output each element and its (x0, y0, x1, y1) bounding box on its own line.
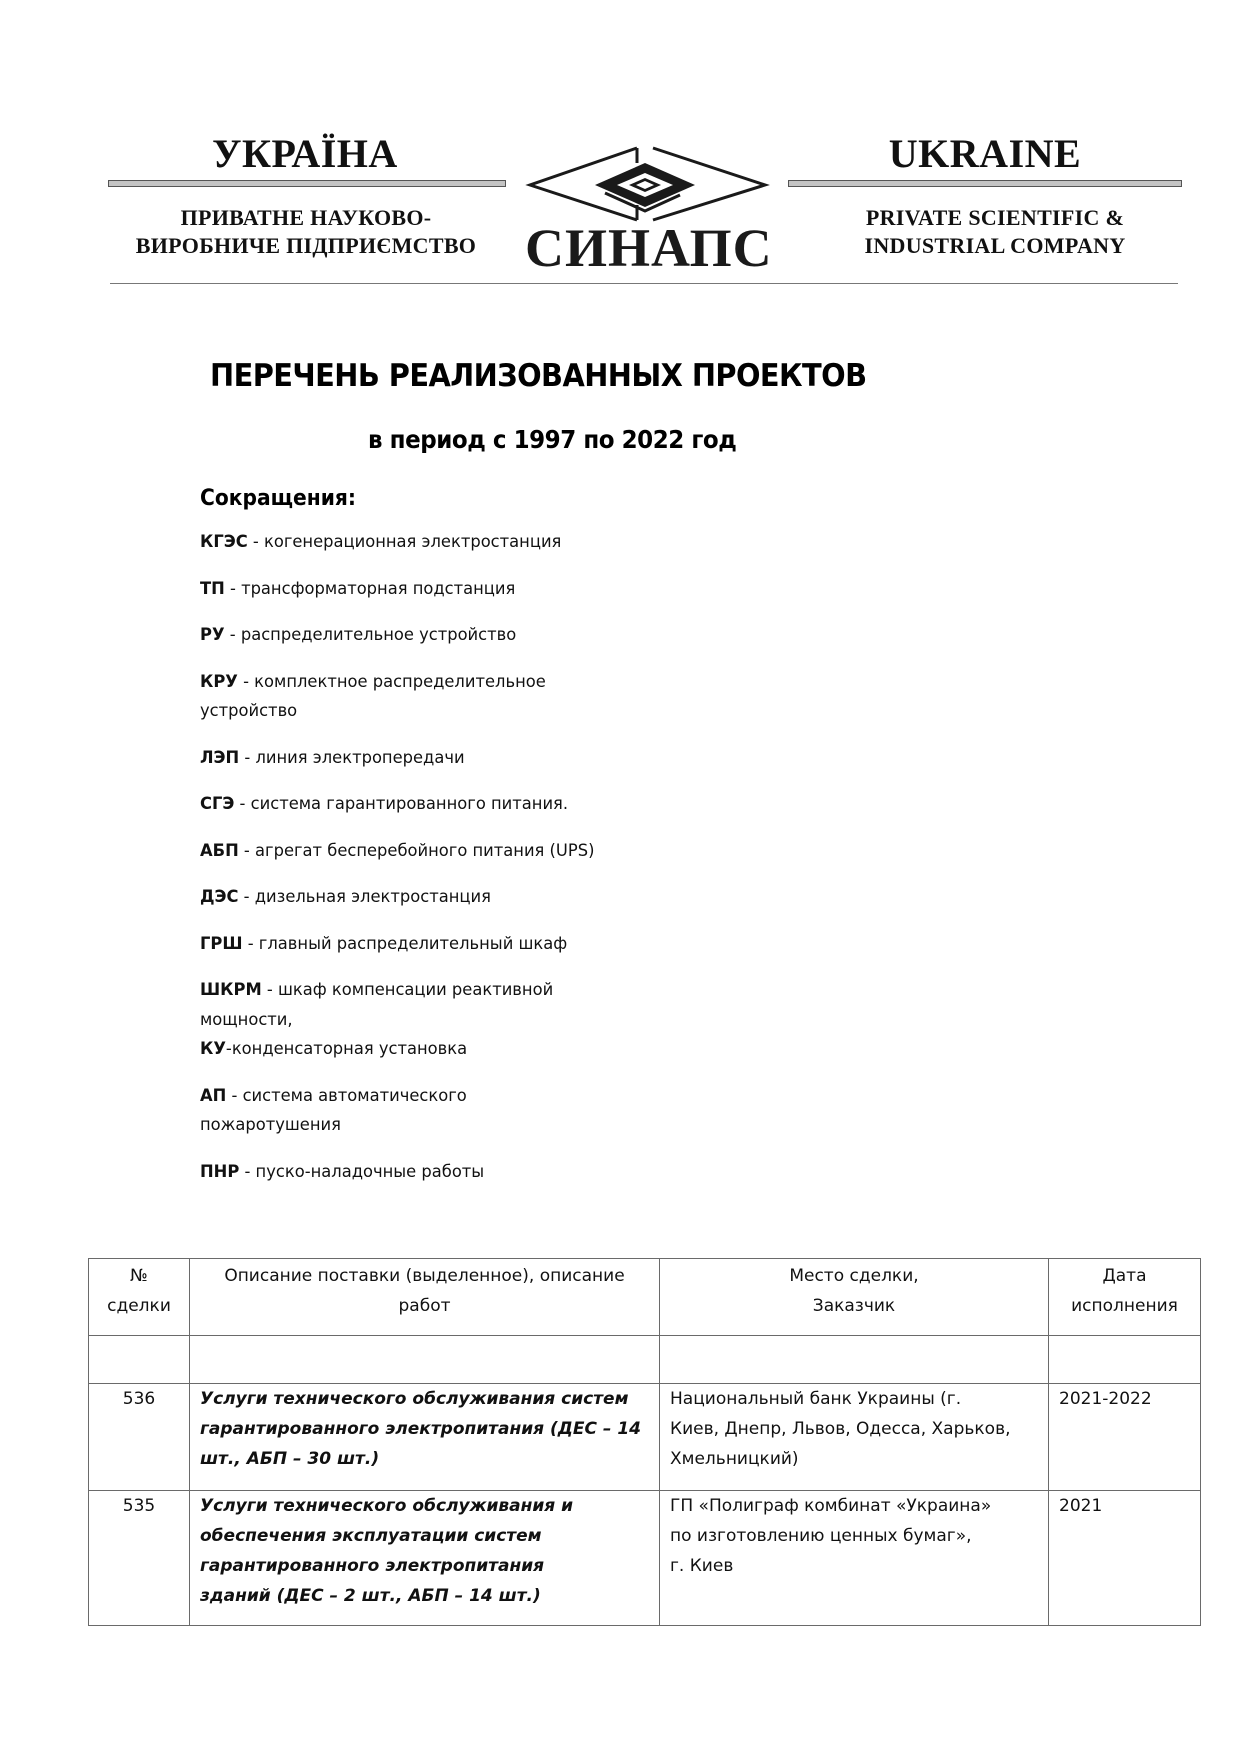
abbr-sep: - (224, 578, 242, 599)
table-row (89, 1491, 1201, 1626)
deal-description: Услуги технического обслуживания систем гарантированного электропитания (ДЕС – 14 шт., АБП – 30 шт.) (190, 1384, 660, 1491)
deal-date: 2021 (1049, 1491, 1201, 1626)
deal-number: 536 (89, 1384, 190, 1491)
place-text: Киев, Днепр, Львов, Одесса, Харьков, (670, 1419, 1011, 1439)
abbr-text: система гарантированного питания. (250, 794, 569, 814)
abbr-code: ТП (200, 578, 225, 599)
abbr-sep: - (239, 1161, 256, 1182)
abbr-text: пуско-наладочные работы (255, 1161, 485, 1182)
company-type-ua (108, 204, 504, 260)
abbr-item (200, 837, 651, 867)
table-row (89, 1384, 1201, 1491)
deal-number: 535 (89, 1491, 190, 1626)
deal-place (660, 1491, 1049, 1626)
abbr-sep: - (224, 625, 241, 645)
deal-description (190, 1491, 660, 1626)
abbr-code: СГЭ (200, 794, 235, 814)
abbr-code: АБП (200, 840, 239, 861)
abbr-code: КГЭС (200, 532, 248, 552)
abbr-text: шкаф компенсации реактивной мощности, (200, 980, 554, 1030)
abbr-code: РУ (200, 625, 225, 645)
document-title: ПЕРЕЧЕНЬ РЕАЛИЗОВАННЫХ ПРОЕКТОВ (210, 358, 867, 394)
place-text: ГП «Полиграф комбинат «Украина» (670, 1496, 992, 1516)
place-text: г. Киев (670, 1556, 734, 1576)
abbr-code: ГРШ (200, 933, 243, 954)
table-empty-row (89, 1336, 1201, 1384)
header-text: исполнения (1071, 1296, 1178, 1316)
abbr-text: комплектное распределительное устройство (200, 671, 546, 721)
abbr-sep: - (247, 532, 264, 552)
abbr-text: агрегат бесперебойного питания (UPS) (255, 840, 595, 861)
company-type-en (800, 204, 1190, 260)
abbr-sep: - (242, 933, 259, 954)
abbr-text: трансформаторная подстанция (241, 578, 516, 599)
header-text: Описание поставки (выделенное), описание (224, 1266, 625, 1286)
abbr-item (200, 668, 584, 727)
place-text: по изготовлению ценных бумаг», (670, 1526, 972, 1546)
company-type-ua-line1: ПРИВАТНЕ НАУКОВО- (180, 205, 432, 230)
abbr-sep: - (238, 840, 256, 861)
abbr-item (200, 790, 651, 820)
abbr-sep: - (234, 794, 251, 814)
abbr-sep: - (239, 747, 256, 768)
logo-emblem-icon (525, 145, 770, 225)
header-text: Дата (1102, 1266, 1147, 1286)
abbr-text: система автоматического пожаротушения (200, 1085, 467, 1135)
abbr-text: распределительное устройство (240, 625, 517, 645)
abbr-text: конденсаторная установка (231, 1039, 468, 1059)
deal-place (660, 1384, 1049, 1491)
abbr-sep: - (226, 1085, 243, 1106)
col-header-date (1049, 1259, 1201, 1336)
description-text: зданий (ДЕС – 2 шт., АБП – 14 шт.) (200, 1586, 541, 1606)
empty-cell (1049, 1336, 1201, 1384)
abbr-code: КУ (200, 1039, 226, 1059)
abbr-sep: - (261, 980, 278, 1000)
header-rule-left (108, 180, 506, 187)
abbr-item (200, 1158, 651, 1188)
projects-table (88, 1258, 1201, 1626)
abbr-item (200, 621, 651, 651)
company-type-en-line1: PRIVATE SCIENTIFIC & (865, 205, 1125, 230)
abbr-item (200, 1082, 517, 1141)
country-en: UKRAINE (888, 131, 1082, 176)
table-header-row (89, 1259, 1201, 1336)
description-text: Услуги технического обслуживания и (200, 1496, 574, 1516)
place-text: Национальный банк Украины (г. (670, 1389, 962, 1409)
abbr-code: ДЭС (200, 887, 239, 907)
header-text: сделки (107, 1296, 171, 1316)
abbreviations-heading: Сокращения: (200, 486, 357, 511)
header-text: работ (398, 1296, 451, 1316)
place-text: Хмельницкий) (670, 1449, 799, 1469)
abbr-sep: - (237, 671, 255, 692)
abbreviations-list (200, 528, 670, 1204)
document-subtitle: в период с 1997 по 2022 год (368, 425, 737, 454)
abbr-sep: - (238, 887, 255, 907)
abbr-item (200, 575, 651, 605)
abbr-item (200, 528, 651, 558)
abbr-code: ЛЭП (200, 747, 240, 768)
empty-cell (660, 1336, 1049, 1384)
abbr-text: главный распределительный шкаф (258, 933, 568, 954)
header-text: Место сделки, (789, 1266, 919, 1286)
abbr-code: ПНР (200, 1161, 240, 1182)
abbr-item (200, 976, 594, 1065)
col-header-deal-number (89, 1259, 190, 1336)
deal-date: 2021-2022 (1049, 1384, 1201, 1491)
abbr-code: АП (200, 1085, 227, 1106)
company-type-ua-line2: ВИРОБНИЧЕ ПІДПРИЄМСТВО (135, 233, 477, 258)
abbr-item (200, 744, 651, 774)
abbr-text: дизельная электростанция (254, 887, 491, 907)
abbr-item (200, 930, 651, 960)
header-text: Заказчик (812, 1296, 896, 1316)
country-ua: УКРАЇНА (212, 131, 398, 176)
logo-text: СИНАПС (525, 218, 773, 278)
empty-cell (190, 1336, 660, 1384)
description-text: гарантированного электропитания (200, 1556, 545, 1576)
header-rule-right (788, 180, 1182, 187)
header-bottom-rule (110, 283, 1178, 284)
abbr-text: линия электропередачи (255, 747, 465, 768)
empty-cell (89, 1336, 190, 1384)
col-header-description (190, 1259, 660, 1336)
col-header-place-customer (660, 1259, 1049, 1336)
abbr-text: когенерационная электростанция (263, 532, 562, 552)
description-text: обеспечения эксплуатации систем (200, 1526, 542, 1546)
header-text: № (130, 1266, 148, 1286)
abbr-item (200, 883, 651, 913)
company-logo (525, 145, 773, 280)
abbr-code: ШКРМ (200, 980, 262, 1000)
abbr-sep: - (225, 1039, 232, 1059)
company-type-en-line2: INDUSTRIAL COMPANY (864, 233, 1126, 258)
abbr-code: КРУ (200, 671, 238, 692)
